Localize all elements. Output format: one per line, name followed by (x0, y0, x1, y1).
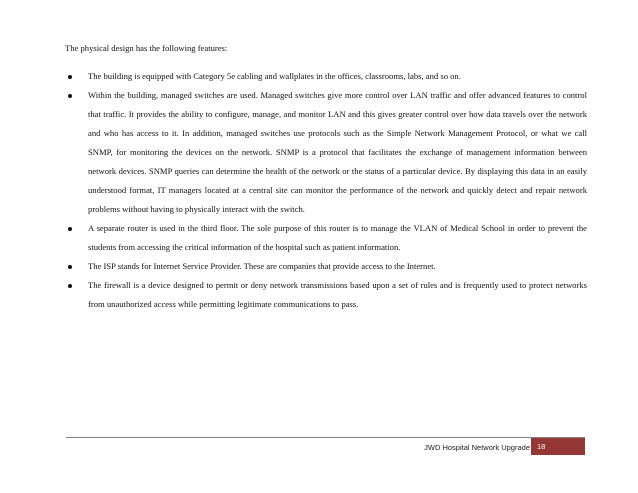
footer-divider (66, 437, 585, 438)
bullet-icon (68, 284, 72, 288)
list-item (65, 219, 587, 257)
bullet-icon (68, 227, 72, 231)
list-item (65, 67, 587, 86)
bullet-icon (68, 94, 72, 98)
bullet-icon (68, 265, 72, 269)
list-item-text: A separate router is used in the third floor. The sole purpose of this router is to manage the VLAN of Medical School in order to prevent the students from accessing the critical information of the hospital such as patient information. (88, 223, 587, 252)
page-number-badge: 18 (531, 438, 585, 455)
list-item-text: The ISP stands for Internet Service Provider. These are companies that provide access to the Internet. (88, 261, 436, 271)
bullet-icon (68, 75, 72, 79)
list-item-text: Within the building, managed switches are used. Managed switches give more control over LAN traffic and offer advanced features to control that traffic. It provides the ability to configure, manage, and monitor LAN and this gives greater control over how data travels over the network and who has access to it. In addition, managed switches use protocols such as the Simple Network Management Protocol, or what we call SNMP, for monitoring the devices on the network. SNMP is a protocol that facilitates the exchange of management information between network devices. SNMP queries can determine the health of the network or the status of a particular device. By displaying this data in an easily understood format, IT managers located at a central site can monitor the performance of the network and quickly detect and repair network problems without having to physically interact with the switch. (88, 90, 587, 214)
list-item-text: The firewall is a device designed to permit or deny network transmissions based upon a set of rules and is frequently used to protect networks from unauthorized access while permitting legitimate communications to pass. (88, 280, 587, 309)
intro-paragraph: The physical design has the following features: (65, 43, 228, 53)
feature-list (65, 67, 587, 314)
list-item (65, 257, 587, 276)
footer-title: JWD Hospital Network Upgrade (424, 443, 530, 452)
list-item (65, 276, 587, 314)
list-item-text: The building is equipped with Category 5e cabling and wallplates in the offices, classrooms, labs, and so on. (88, 71, 461, 81)
list-item (65, 86, 587, 219)
